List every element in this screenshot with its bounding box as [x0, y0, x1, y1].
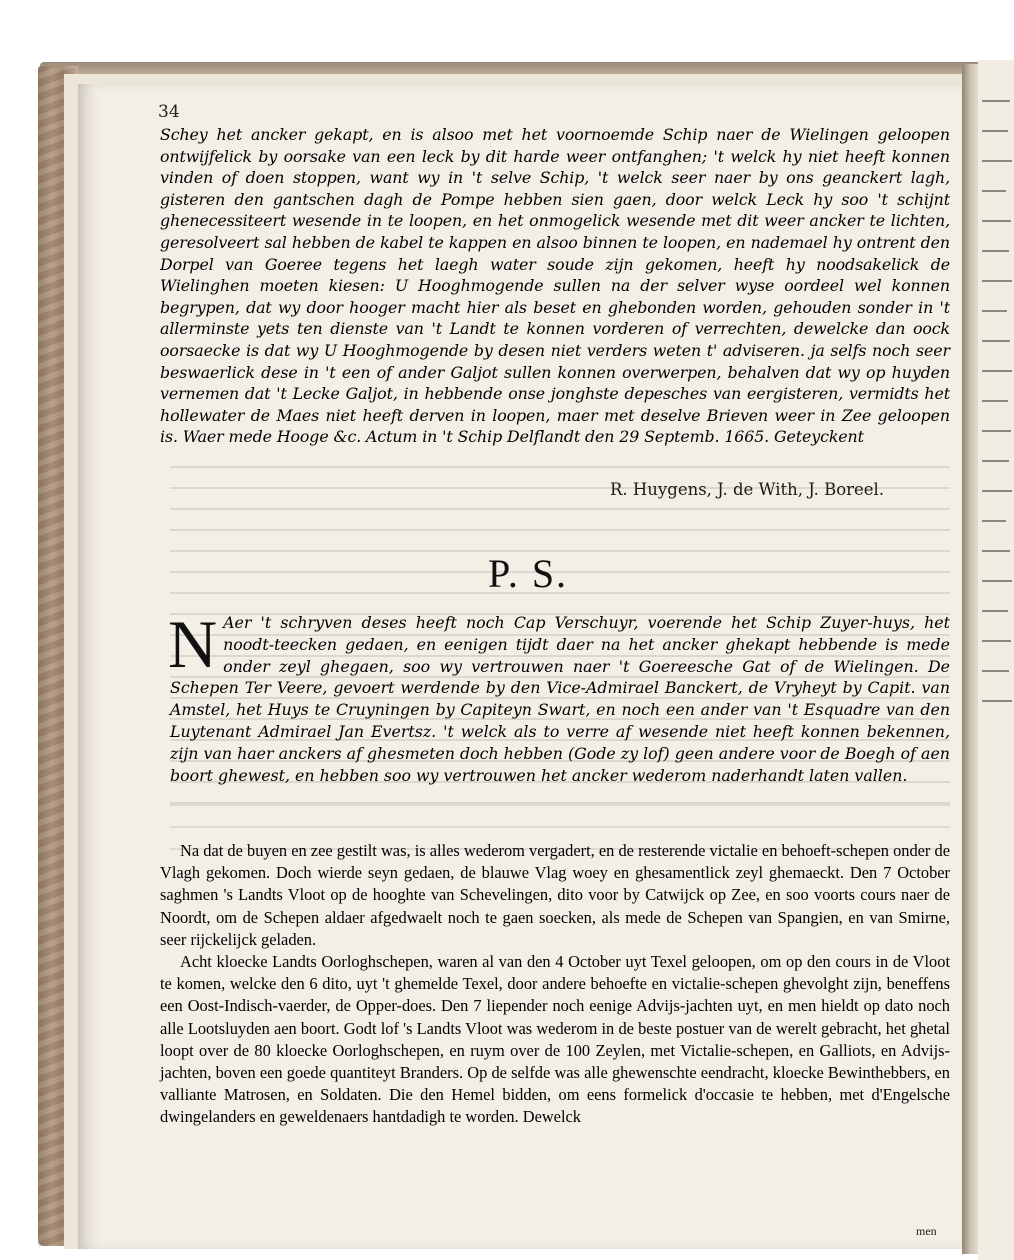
narrative-paragraph-1: Na dat de buyen en zee gestilt was, is alles wederom vergadert, en de resterende victalie en behoeft-schepen onder de Vlagh gekomen. Doch wierde seyn gedaen, de blauwe Vlag woey en ghesamentlick zeyl ghemaeckt. Den 7 October saghmen 's Landts Vloot op de hooghte van Schevelingen, dito voor by Catwijck op Zee, en soo voorts cours naer de Noordt, om de Schepen aldaer afgedwaelt noch te gaen soecken, als mede de Schepen van Spangien, en van Smirne, seer rijckelijck geladen.	[160, 841, 950, 949]
facing-page-edge	[978, 60, 1014, 1260]
drop-cap: N	[168, 606, 218, 682]
postscript-heading: P. S.	[488, 551, 569, 596]
page-number: 34	[158, 102, 180, 122]
letter-text	[160, 124, 950, 448]
narrative-paragraph-2: Acht kloecke Landts Oorloghschepen, waren al van den 4 October uyt Texel geloopen, om op den cours in de Vloot te komen, welcke den 6 dito, uyt 't ghemelde Texel, door andere behoefte en victalie-schepen ghevolght zijn, beneffens een Oost-Indisch-vaerder, de Opper-does. Den 7 liepender noch eenige Advijs-jachten uyt, en men hieldt op dato noch alle Lootsluyden aen boort. Godt lof 's Landts Vloot was wederom in de beste postuer van de werelt gebracht, het ghetal loopt over de 80 kloecke Oorloghschepen, en ruym over de 100 Zeylen, met Victalie-schepen, en Galliots, en Advijs-jachten, boven een goede quantiteyt Branders. Op de selfde was alle ghewenschte eendracht, kloecke Bewinthebbers, en valliante Matrosen, en Soldaten. Die den Hemel bidden, om eens formelick d'occasie te hebben, met d'Engelsche dwingelanders en geweldenaers hantdadigh te worden. Dewelck	[160, 952, 950, 1127]
catchword: men	[916, 1224, 937, 1238]
letter-paragraph: Schey het ancker gekapt, en is alsoo met het voornoemde Schip naer de Wielingen geloopen ontwijfelick by oorsake van een leck by dit harde weer ontfanghen; 't welck hy niet heeft konnen vinden of doen stoppen, want wy in 't selve Schip, 't welck seer naer by ons geanckert lagh, gisteren den gantschen dagh de Pompe hebben sien gaen, door welck Leck hy soo 't schijnt ghenecessiteert wesende in te loopen, en het onmogelick wesende met dit weer ancker te lichten, geresolveert sal hebben de kabel te kappen en alsoo binnen te loopen, en nademael hy ontrent den Dorpel van Goeree tegens het laegh water soude zijn gekomen, heeft hy noodsakelick de Wielinghen moeten kiesen: U Hooghmogende sullen na der selver wyse oordeel wel konnen begrypen, dat wy door hooger macht hier als beset en ghebonden worden, gehouden sonder in 't allerminste yets ten dienste van 't Landt te konnen vorderen of verrechten, dewelcke dan oock oorsaecke is dat wy U Hooghmogende by desen niet verders weten t' adviseren. ja selfs noch seer beswaerlick dese in 't een of ander Galjot sullen konnen overwerpen, behalven dat wy op huyden vernemen dat 't Lecke Galjot, in hebbende onse jonghste depesches van eergisteren, vermidts het hollewater de Maes niet heeft derven in loopen, maer met deselve Brieven weer in Zee geloopen is. Waer mede Hooge &c. Actum in 't Schip Delflandt den 29 Septemb. 1665. Geteyckent	[160, 125, 950, 447]
postscript-text	[168, 606, 950, 786]
narrative-text	[160, 840, 950, 1129]
signatories: R. Huygens, J. de With, J. Boreel.	[610, 480, 885, 499]
postscript-paragraph: Aer 't schryven deses heeft noch Cap Verschuyr, voerende het Schip Zuyer-huys, het noodt-teecken gedaen, en eenigen tijdt daer na het ancker ghekapt hebbende is mede onder zeyl ghegaen, soo wy vertrouwen naer 't Goereesche Gat of de Wielingen. De Schepen Ter Veere, gevoert werdende by den Vice-Admirael Banckert, de Vryheyt by Capit. van Amstel, het Huys te Cruyningen by Capiteyn Swart, en noch een ander van 't Esquadre van den Luytenant Admirael Jan Evertsz. 't welck als to verre af wesende niet heeft konnen bekennen, zijn van haer anckers af ghesmeten doch hebben (Gode zy lof) geen andere voor de Boegh of aen boort ghewest, en hebben soo wy vertrouwen het ancker wederom naderhandt laten vallen.	[170, 613, 950, 785]
